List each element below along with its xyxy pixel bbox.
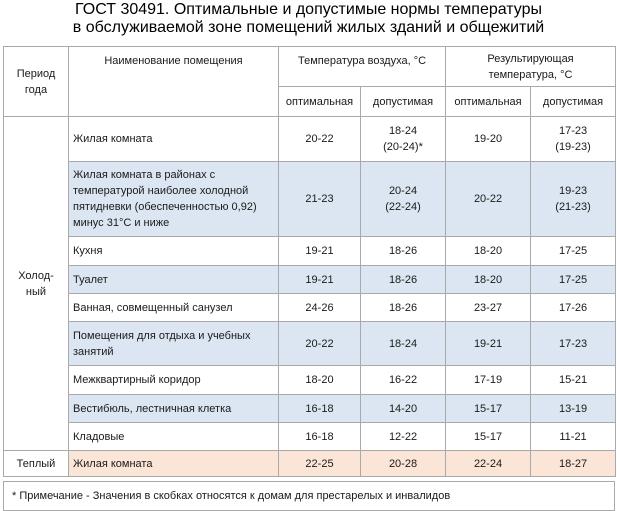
result-optimal-value: 19-21 xyxy=(446,322,531,366)
header-row-1 xyxy=(4,47,616,87)
table-row xyxy=(4,395,616,423)
result-optimal-value: 15-17 xyxy=(446,395,531,423)
air-optimal-value: 19-21 xyxy=(279,266,361,294)
result-allowed-value: 19-23 (21-23) xyxy=(531,162,616,237)
table-row xyxy=(4,117,616,162)
air-optimal-value: 21-23 xyxy=(279,162,361,237)
result-allowed-value: 13-19 xyxy=(531,395,616,423)
header-air-allowed: допустимая xyxy=(361,87,446,117)
air-allowed-value: 12-22 xyxy=(361,423,446,451)
result-allowed-value: 15-21 xyxy=(531,366,616,395)
result-optimal-value: 18-20 xyxy=(446,266,531,294)
title-line-1: ГОСТ 30491. Оптимальные и допустимые нормы температуры xyxy=(74,1,543,18)
air-optimal-value: 24-26 xyxy=(279,294,361,322)
room-name: Туалет xyxy=(69,266,279,294)
room-name: Жилая комната в районах с температурой наиболее холодной пятидневки (обеспеченностью 0,92) минус 31°С и ниже xyxy=(69,162,279,237)
air-allowed-value: 18-26 xyxy=(361,266,446,294)
air-optimal-value: 20-22 xyxy=(279,322,361,366)
air-allowed-value: 18-26 xyxy=(361,237,446,266)
table-row xyxy=(4,266,616,294)
header-room: Наименование помещения xyxy=(69,47,279,117)
room-name: Межквартирный коридор xyxy=(69,366,279,395)
document-title xyxy=(0,1,617,37)
header-air-temp: Температура воздуха, °С xyxy=(279,47,446,87)
result-optimal-value: 18-20 xyxy=(446,237,531,266)
header-result-temp: Результирующая температура, °С xyxy=(446,47,616,87)
result-optimal-value: 15-17 xyxy=(446,423,531,451)
room-name: Помещения для отдыха и учебных занятий xyxy=(69,322,279,366)
room-name: Жилая комната xyxy=(69,451,279,477)
air-allowed-value: 16-22 xyxy=(361,366,446,395)
air-optimal-value: 16-18 xyxy=(279,423,361,451)
table-row xyxy=(4,237,616,266)
air-optimal-value: 22-25 xyxy=(279,451,361,477)
result-optimal-value: 20-22 xyxy=(446,162,531,237)
air-optimal-value: 16-18 xyxy=(279,395,361,423)
room-name: Кладовые xyxy=(69,423,279,451)
result-optimal-value: 17-19 xyxy=(446,366,531,395)
table-row xyxy=(4,451,616,477)
header-air-optimal: оптимальная xyxy=(279,87,361,117)
result-optimal-value: 22-24 xyxy=(446,451,531,477)
result-allowed-value: 17-23 (19-23) xyxy=(531,117,616,162)
table-row xyxy=(4,322,616,366)
air-optimal-value: 18-20 xyxy=(279,366,361,395)
room-name: Ванная, совмещенный санузел xyxy=(69,294,279,322)
result-allowed-value: 18-27 xyxy=(531,451,616,477)
title-line-2: в обслуживаемой зоне помещений жилых зданий и общежитий xyxy=(72,19,545,36)
result-allowed-value: 17-26 xyxy=(531,294,616,322)
air-allowed-value: 18-26 xyxy=(361,294,446,322)
room-name: Вестибюль, лестничная клетка xyxy=(69,395,279,423)
header-period: Период года xyxy=(4,47,69,117)
header-result-optimal: оптимальная xyxy=(446,87,531,117)
room-name: Кухня xyxy=(69,237,279,266)
period-cold: Холод-ный xyxy=(4,117,69,451)
result-allowed-value: 17-23 xyxy=(531,322,616,366)
table-row xyxy=(4,294,616,322)
header-result-allowed: допустимая xyxy=(531,87,616,117)
result-allowed-value: 17-25 xyxy=(531,237,616,266)
air-allowed-value: 18-24 xyxy=(361,322,446,366)
air-allowed-value: 20-28 xyxy=(361,451,446,477)
table-row xyxy=(4,366,616,395)
result-allowed-value: 11-21 xyxy=(531,423,616,451)
period-warm: Теплый xyxy=(4,451,69,477)
air-allowed-value: 20-24 (22-24) xyxy=(361,162,446,237)
footnote: * Примечание - Значения в скобках относятся к домам для престарелых и инвалидов xyxy=(3,481,615,511)
room-name: Жилая комната xyxy=(69,117,279,162)
table-row xyxy=(4,162,616,237)
air-allowed-value: 18-24 (20-24)* xyxy=(361,117,446,162)
table-row xyxy=(4,423,616,451)
result-optimal-value: 23-27 xyxy=(446,294,531,322)
air-optimal-value: 19-21 xyxy=(279,237,361,266)
air-allowed-value: 14-20 xyxy=(361,395,446,423)
air-optimal-value: 20-22 xyxy=(279,117,361,162)
result-optimal-value: 19-20 xyxy=(446,117,531,162)
result-allowed-value: 17-25 xyxy=(531,266,616,294)
temperature-norms-table xyxy=(3,46,616,477)
